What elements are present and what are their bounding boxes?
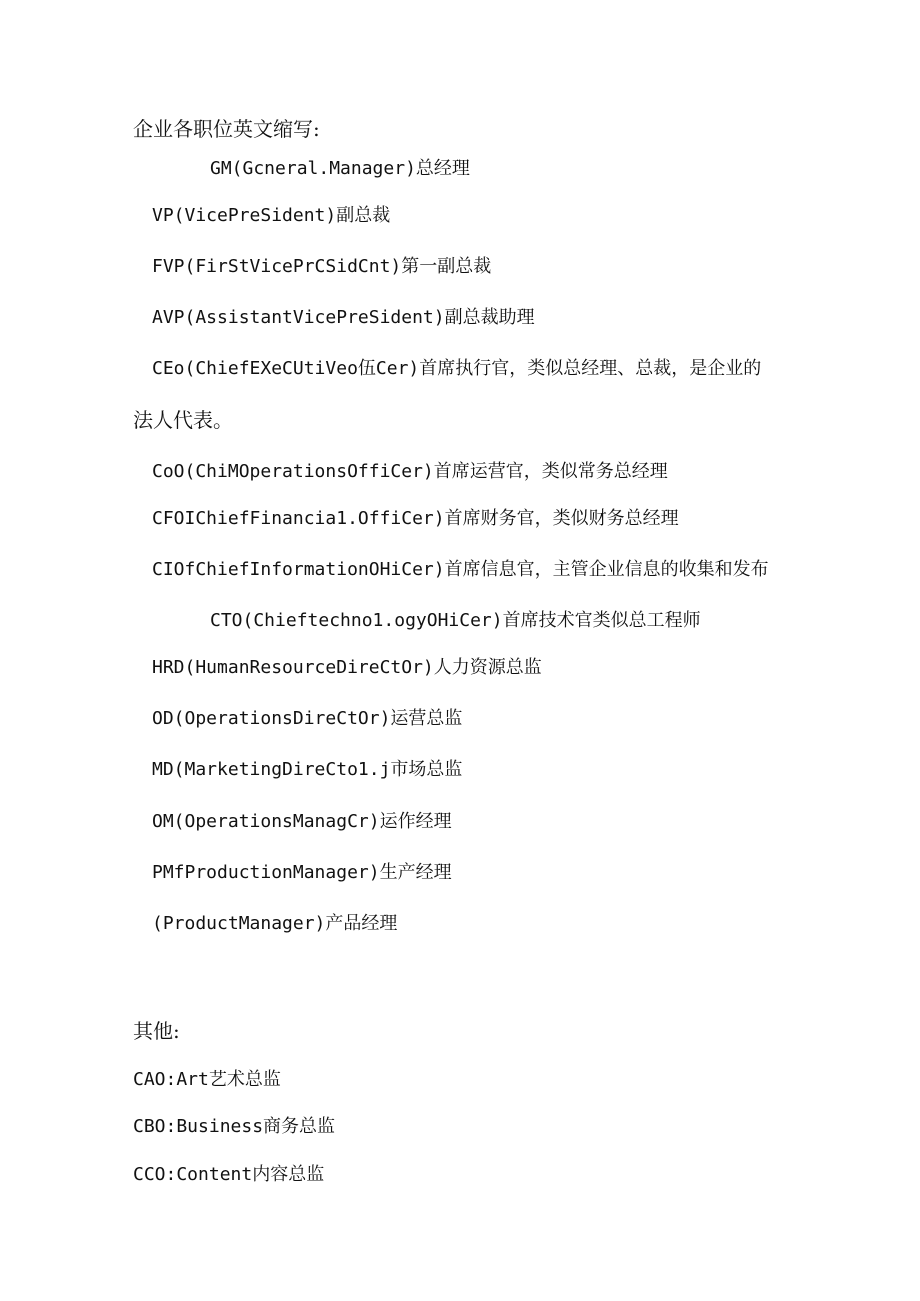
others-heading: 其他: <box>133 1019 180 1043</box>
document-heading: 企业各职位英文缩写: <box>133 117 320 141</box>
other-line: CAO:Art艺术总监 <box>133 1069 281 1090</box>
position-line-continuation: 法人代表。 <box>133 408 233 432</box>
position-line: PMfProductionManager)生产经理 <box>152 862 452 883</box>
position-line: GM(Gcneral.Manager)总经理 <box>210 158 470 179</box>
position-line: CIOfChiefInformationOHiCer)首席信息官，主管企业信息的收集和发布 <box>152 559 769 580</box>
position-line: HRD(HumanResourceDireCtOr)人力资源总监 <box>152 657 542 678</box>
position-line: MD(MarketingDireCto1.j市场总监 <box>152 759 463 780</box>
position-line: AVP(AssistantVicePreSident)副总裁助理 <box>152 307 535 328</box>
position-line: (ProductManager)产品经理 <box>152 913 398 934</box>
position-line: CEo(ChiefEXeCUtiVeo伍Cer)首席执行官，类似总经理、总裁，是企业的 <box>152 358 762 379</box>
position-line: CoO(ChiMOperationsOffiCer)首席运营官，类似常务总经理 <box>152 461 668 482</box>
position-line: FVP(FirStVicePrCSidCnt)第一副总裁 <box>152 256 492 277</box>
position-line: VP(VicePreSident)副总裁 <box>152 205 391 226</box>
position-line: CFOIChiefFinancia1.OffiCer)首席财务官，类似财务总经理 <box>152 508 679 529</box>
other-line: CBO:Business商务总监 <box>133 1116 336 1137</box>
position-line: OM(OperationsManagCr)运作经理 <box>152 811 452 832</box>
other-line: CCO:Content内容总监 <box>133 1164 325 1185</box>
position-line: CTO(Chieftechno1.ogyOHiCer)首席技术官类似总工程师 <box>210 610 701 631</box>
position-line: OD(OperationsDireCtOr)运营总监 <box>152 708 463 729</box>
